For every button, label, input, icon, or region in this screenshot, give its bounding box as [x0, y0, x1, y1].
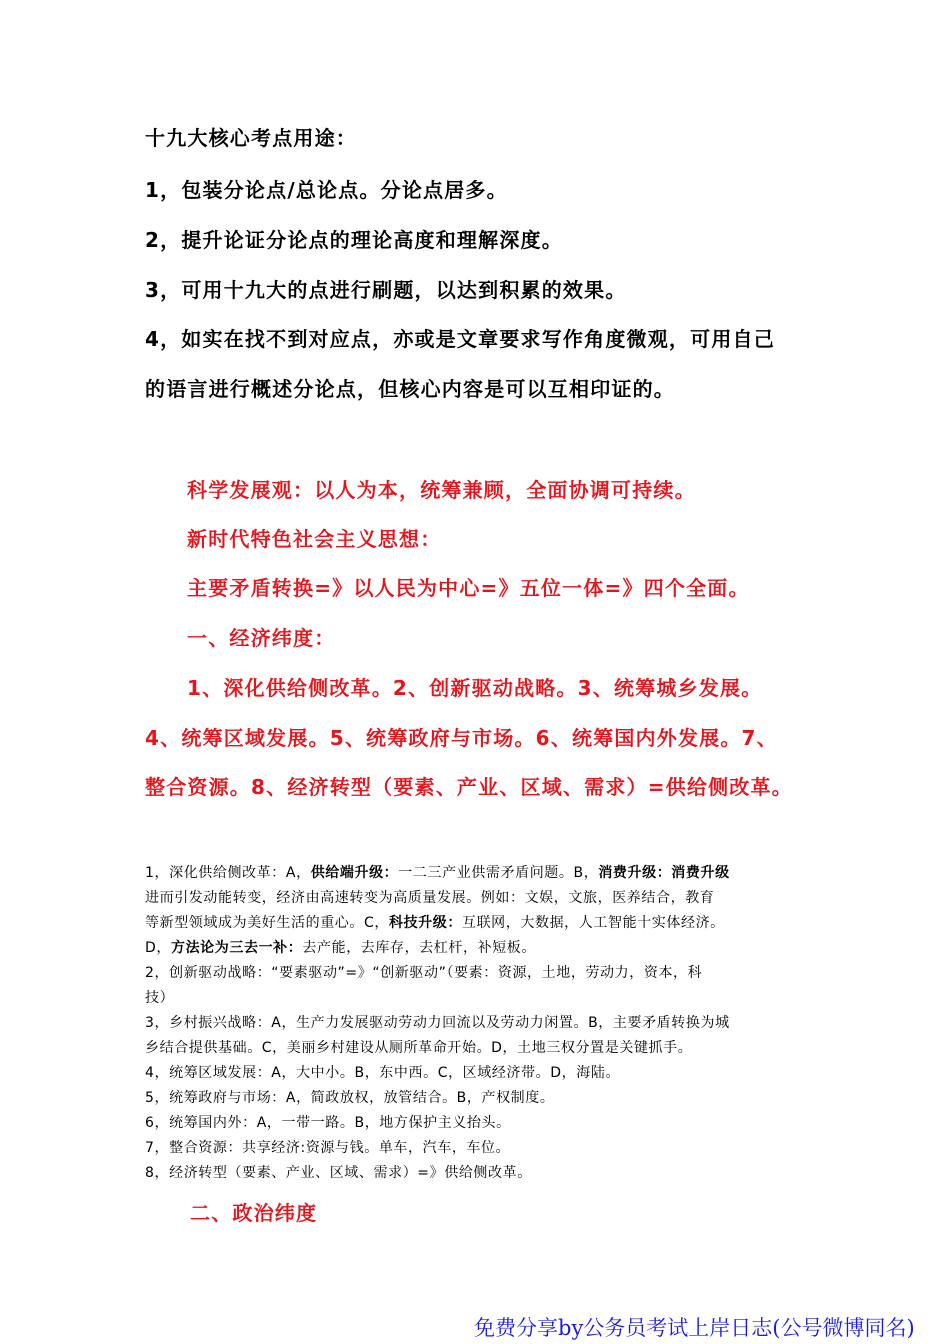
political-dimension-heading: 二、政治纬度	[190, 1201, 318, 1225]
note-5: 5，统筹政府与市场：A，简政放权，放管结合。B，产权制度。	[145, 1090, 555, 1106]
note-1-line-4: D，方法论为三去一补：去产能，去库存，去杠杆，补短板。	[145, 940, 536, 956]
economic-points-line-2: 4、统筹区域发展。5、统筹政府与市场。6、统筹国内外发展。7、	[145, 726, 778, 750]
methodology-term: 方法论为三去一补：	[170, 940, 303, 956]
main-contradiction-line: 主要矛盾转换=》以人民为中心=》五位一体=》四个全面。	[187, 576, 750, 600]
note-2-line-2: 技）	[145, 990, 175, 1006]
intro-item-4-line-1: 4，如实在找不到对应点，亦或是文章要求写作角度微观，可用自己	[145, 327, 775, 351]
intro-item-1: 1，包装分论点/总论点。分论点居多。	[145, 178, 508, 202]
intro-item-4-line-2: 的语言进行概述分论点，但核心内容是可以互相印证的。	[145, 377, 675, 401]
note-1-line-1: 1，深化供给侧改革：A，供给端升级：一二三产业供需矛盾问题。B，消费升级：消费升级	[145, 865, 730, 881]
note-1-line-2: 进而引发动能转变，经济由高速转变为高质量发展。例如：文娱，文旅，医养结合，教育	[145, 890, 715, 906]
intro-item-2: 2，提升论证分论点的理论高度和理解深度。	[145, 228, 563, 252]
intro-title: 十九大核心考点用途：	[145, 126, 357, 150]
consumption-upgrade-term: 消费升级：消费升级	[598, 865, 730, 881]
note-3-line-1: 3，乡村振兴战略：A，生产力发展驱动劳动力回流以及劳动力闲置。B，主要矛盾转换为城	[145, 1015, 730, 1031]
note-1-line-3: 等新型领域成为美好生活的重心。C，科技升级：互联网，大数据，人工智能十实体经济。	[145, 915, 725, 931]
scientific-outlook-line: 科学发展观：以人为本，统筹兼顾，全面协调可持续。	[187, 478, 696, 502]
note-4: 4，统筹区域发展：A，大中小。B，东中西。C，区域经济带。D，海陆。	[145, 1065, 621, 1081]
note-3-line-2: 乡结合提供基础。C，美丽乡村建设从厕所革命开始。D，土地三权分置是关键抓手。	[145, 1040, 693, 1056]
note-8: 8，经济转型（要素、产业、区域、需求）=》供给侧改革。	[145, 1165, 532, 1181]
supply-upgrade-term: 供给端升级：	[310, 865, 399, 881]
economic-points-line-3: 整合资源。8、经济转型（要素、产业、区域、需求）=供给侧改革。	[145, 775, 793, 799]
economic-dimension-heading: 一、经济纬度：	[187, 626, 336, 650]
note-7: 7，整合资源：共享经济:资源与钱。单车，汽车，车位。	[145, 1140, 511, 1156]
economic-points-line-1: 1、深化供给侧改革。2、创新驱动战略。3、统筹城乡发展。	[187, 676, 763, 700]
tech-upgrade-term: 科技升级：	[388, 915, 462, 931]
footer-share-note: 免费分享by公务员考试上岸日志(公号微博同名)	[474, 1316, 915, 1340]
note-6: 6，统筹国内外：A，一带一路。B，地方保护主义抬头。	[145, 1115, 511, 1131]
new-era-thought-heading: 新时代特色社会主义思想：	[187, 527, 442, 551]
intro-item-3: 3，可用十九大的点进行刷题，以达到积累的效果。	[145, 278, 627, 302]
note-2-line-1: 2，创新驱动战略：“要素驱动”=》“创新驱动”（要素：资源，土地，劳动力，资本，科	[145, 965, 703, 981]
